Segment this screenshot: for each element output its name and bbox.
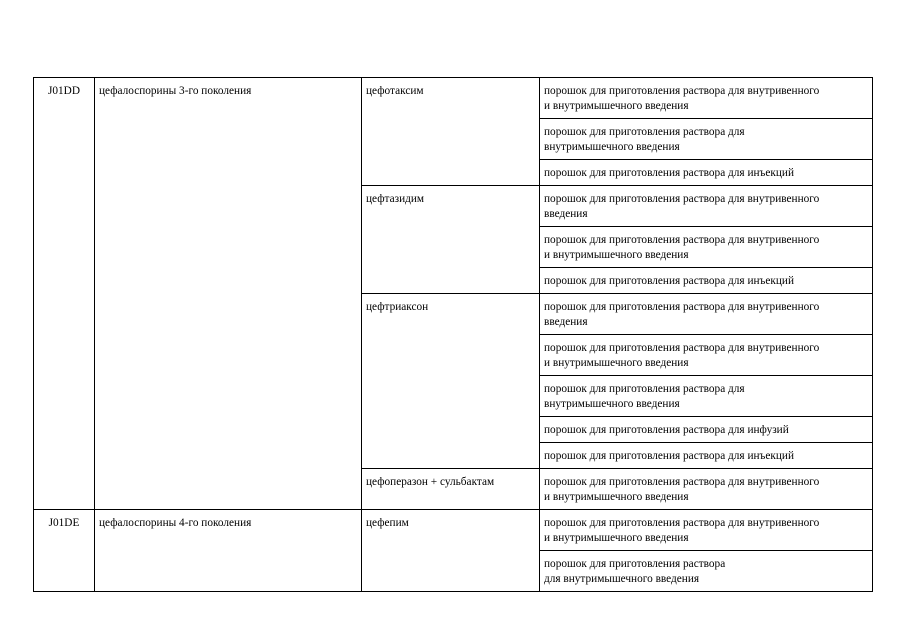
drug-name-cell bbox=[362, 510, 540, 592]
dosage-form-line: порошок для приготовления раствора для внутривенного bbox=[544, 517, 820, 529]
dosage-form-cell bbox=[540, 443, 873, 469]
dosage-form-line: порошок для приготовления раствора bbox=[544, 558, 726, 570]
drug-name-cell bbox=[362, 78, 540, 186]
dosage-form-line: введения bbox=[544, 316, 588, 328]
drug-name-cell bbox=[362, 469, 540, 510]
dosage-form-line: внутримышечного введения bbox=[544, 141, 680, 153]
dosage-form-cell bbox=[540, 268, 873, 294]
dosage-form-line: и внутримышечного введения bbox=[544, 357, 689, 369]
group-name-cell bbox=[95, 510, 362, 592]
dosage-form-line: порошок для приготовления раствора для bbox=[544, 126, 745, 138]
dosage-form-cell bbox=[540, 227, 873, 268]
table-row bbox=[34, 78, 873, 119]
dosage-form-line: и внутримышечного введения bbox=[544, 249, 689, 261]
table-row bbox=[34, 510, 873, 551]
dosage-form-line: порошок для приготовления раствора для внутривенного bbox=[544, 193, 820, 205]
dosage-form-cell bbox=[540, 294, 873, 335]
dosage-form-cell bbox=[540, 510, 873, 551]
dosage-form-cell bbox=[540, 376, 873, 417]
group-name-cell bbox=[95, 78, 362, 510]
dosage-form-line: порошок для приготовления раствора для внутривенного bbox=[544, 85, 820, 97]
dosage-form-line: порошок для приготовления раствора для внутривенного bbox=[544, 476, 820, 488]
dosage-form-line: порошок для приготовления раствора для инфузий bbox=[544, 424, 789, 436]
drug-table bbox=[33, 77, 873, 592]
drug-name: цефтазидим bbox=[366, 193, 425, 205]
dosage-form-line: и внутримышечного введения bbox=[544, 532, 689, 544]
dosage-form-line: порошок для приготовления раствора для внутривенного bbox=[544, 301, 820, 313]
atc-code-cell bbox=[34, 78, 95, 510]
dosage-form-line: порошок для приготовления раствора для инъекций bbox=[544, 167, 795, 179]
dosage-form-cell bbox=[540, 160, 873, 186]
drug-name: цефоперазон + сульбактам bbox=[366, 476, 495, 488]
drug-name: цефотаксим bbox=[366, 85, 424, 97]
dosage-form-line: порошок для приготовления раствора для инъекций bbox=[544, 450, 795, 462]
atc-code: J01DD bbox=[47, 85, 80, 97]
drug-table-body bbox=[34, 78, 873, 592]
dosage-form-line: и внутримышечного введения bbox=[544, 100, 689, 112]
dosage-form-cell bbox=[540, 417, 873, 443]
dosage-form-cell bbox=[540, 78, 873, 119]
dosage-form-cell bbox=[540, 335, 873, 376]
atc-code: J01DE bbox=[48, 517, 80, 529]
dosage-form-line: порошок для приготовления раствора для внутривенного bbox=[544, 234, 820, 246]
dosage-form-cell bbox=[540, 551, 873, 592]
group-name: цефалоспорины 3-го поколения bbox=[99, 85, 252, 97]
drug-name-cell bbox=[362, 294, 540, 469]
dosage-form-line: внутримышечного введения bbox=[544, 398, 680, 410]
dosage-form-line: порошок для приготовления раствора для bbox=[544, 383, 745, 395]
dosage-form-cell bbox=[540, 119, 873, 160]
drug-name: цефепим bbox=[366, 517, 409, 529]
dosage-form-cell bbox=[540, 186, 873, 227]
dosage-form-line: порошок для приготовления раствора для инъекций bbox=[544, 275, 795, 287]
dosage-form-line: для внутримышечного введения bbox=[544, 573, 700, 585]
drug-name: цефтриаксон bbox=[366, 301, 429, 313]
group-name: цефалоспорины 4-го поколения bbox=[99, 517, 252, 529]
dosage-form-line: и внутримышечного введения bbox=[544, 491, 689, 503]
dosage-form-line: введения bbox=[544, 208, 588, 220]
drug-name-cell bbox=[362, 186, 540, 294]
dosage-form-line: порошок для приготовления раствора для внутривенного bbox=[544, 342, 820, 354]
atc-code-cell bbox=[34, 510, 95, 592]
dosage-form-cell bbox=[540, 469, 873, 510]
